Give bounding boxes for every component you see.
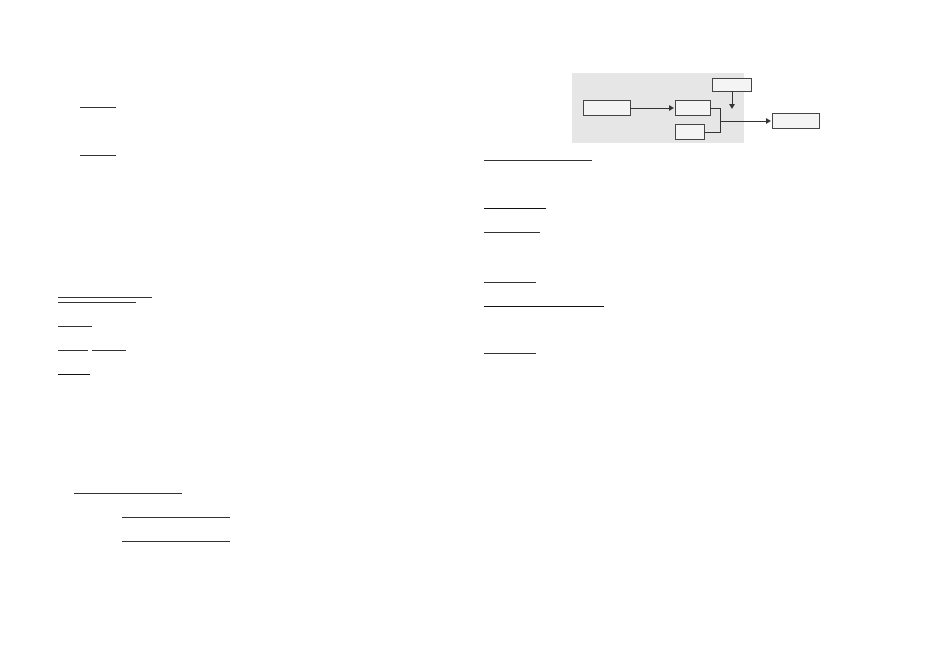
answer-blank[interactable] bbox=[122, 507, 230, 518]
step-1 bbox=[74, 483, 182, 498]
q26-3-line2 bbox=[80, 97, 116, 112]
answer-blank[interactable] bbox=[484, 296, 546, 307]
connector bbox=[710, 108, 720, 109]
answer-blank[interactable] bbox=[538, 150, 592, 161]
step-3 bbox=[122, 531, 230, 546]
answer-blank[interactable] bbox=[74, 483, 182, 494]
connector bbox=[704, 132, 720, 133]
q27-2-line2 bbox=[58, 292, 136, 307]
arrow-line bbox=[630, 108, 670, 109]
answer-blank[interactable] bbox=[58, 364, 90, 375]
q27-2-line4 bbox=[58, 340, 126, 359]
q34-4-line1 bbox=[484, 343, 536, 358]
biodiesel-diagram bbox=[572, 73, 744, 143]
arrow-down-icon bbox=[729, 104, 735, 109]
answer-blank[interactable] bbox=[58, 292, 98, 303]
q26-4-line2 bbox=[80, 145, 116, 160]
answer-blank[interactable] bbox=[484, 198, 546, 209]
answer-blank[interactable] bbox=[546, 296, 604, 307]
q34-1-line1 bbox=[484, 150, 592, 165]
q27-2-line3 bbox=[58, 316, 92, 331]
answer-blank[interactable] bbox=[484, 222, 540, 233]
step-2 bbox=[122, 507, 230, 522]
answer-blank[interactable] bbox=[80, 97, 116, 108]
answer-blank[interactable] bbox=[92, 340, 126, 351]
answer-blank[interactable] bbox=[484, 272, 536, 283]
q34-3-line1 bbox=[484, 272, 536, 287]
q27-2-line5 bbox=[58, 364, 90, 379]
answer-blank[interactable] bbox=[484, 150, 538, 161]
q34-2-line2 bbox=[484, 222, 540, 237]
connector bbox=[736, 121, 766, 122]
box-microbe-m bbox=[712, 78, 752, 92]
box-plant-oil bbox=[675, 100, 711, 116]
arrow-head-icon bbox=[766, 118, 771, 124]
box-oil-crop bbox=[583, 100, 631, 116]
q34-2-line1 bbox=[484, 198, 550, 213]
connector bbox=[732, 91, 733, 105]
answer-blank[interactable] bbox=[484, 343, 536, 354]
answer-blank[interactable] bbox=[98, 292, 136, 303]
box-biodiesel bbox=[772, 113, 820, 129]
answer-blank[interactable] bbox=[58, 340, 88, 351]
answer-blank[interactable] bbox=[58, 316, 92, 327]
arrow-head-icon bbox=[669, 105, 674, 111]
answer-blank[interactable] bbox=[122, 531, 230, 542]
answer-blank[interactable] bbox=[80, 145, 116, 156]
q34-3-line2 bbox=[484, 296, 604, 311]
box-methanol bbox=[675, 124, 705, 140]
